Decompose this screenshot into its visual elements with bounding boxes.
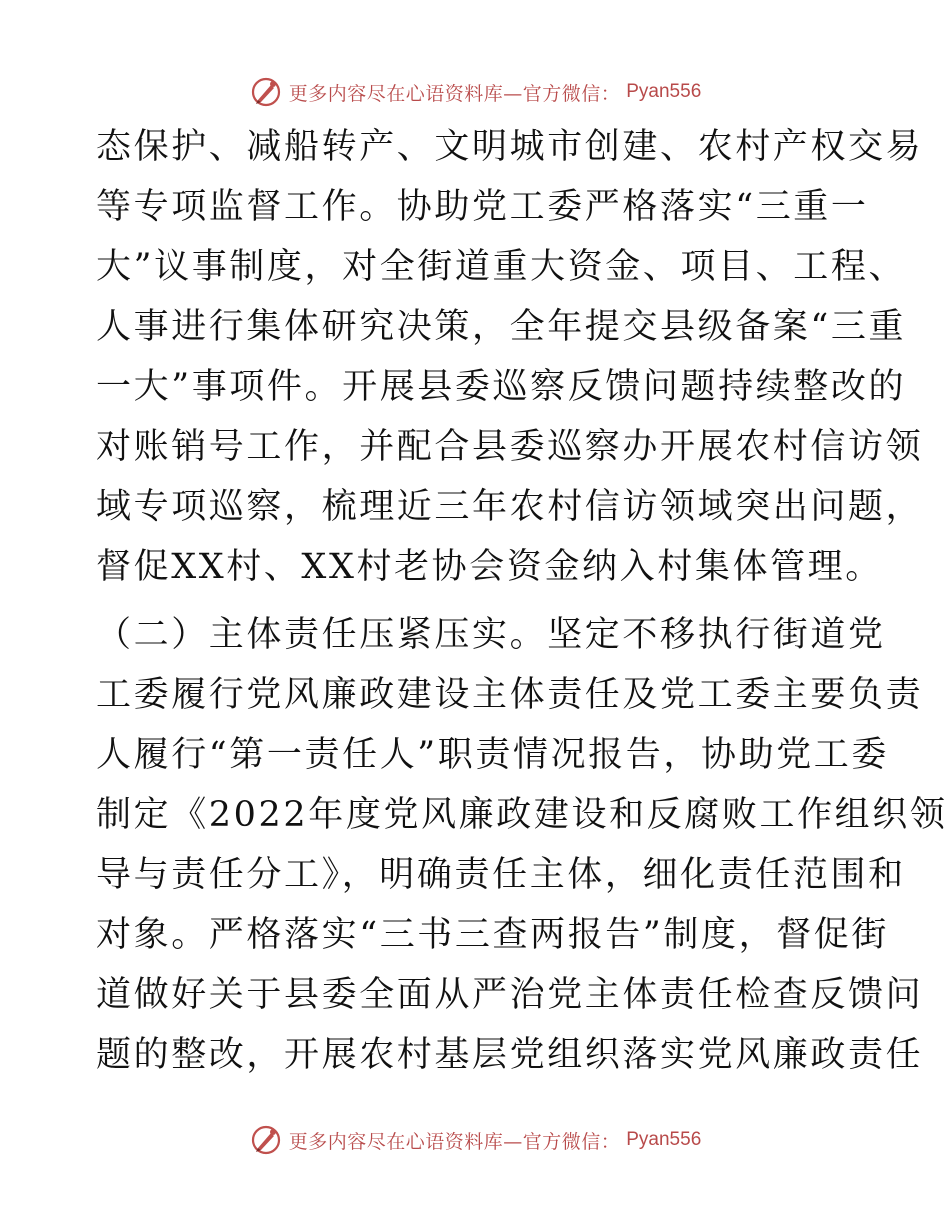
text-line: 督促XX村、XX村老协会资金纳入村集体管理。	[96, 547, 883, 587]
text-line: 大”议事制度，对全街道重大资金、项目、工程、	[96, 247, 907, 287]
text-line: 等专项监督工作。协助党工委严格落实“三重一	[96, 187, 869, 227]
watermark-text: 更多内容尽在心语资料库—官方微信：	[288, 1130, 621, 1153]
footer-watermark	[0, 1120, 950, 1160]
paragraph	[96, 605, 948, 1085]
text-line: 态保护、减船转产、文明城市创建、农村产权交易	[96, 127, 924, 167]
watermark-wechat-id: Pyan556	[626, 1129, 702, 1150]
text-line: 道做好关于县委全面从严治党主体责任检查反馈问	[96, 975, 924, 1015]
text-line: 对象。严格落实“三书三查两报告”制度，督促街	[96, 915, 889, 955]
text-line: 导与责任分工》，明确责任主体，细化责任范围和	[96, 855, 906, 895]
text-line: 人履行“第一责任人”职责情况报告，协助党工委	[96, 735, 889, 775]
text-line: 一大”事项件。开展县委巡察反馈问题持续整改的	[96, 367, 907, 407]
text-line: 制定《2022年度党风廉政建设和反腐败工作组织领	[96, 795, 948, 835]
text-line: 工委履行党风廉政建设主体责任及党工委主要负责	[96, 675, 924, 715]
document-body	[96, 117, 948, 1085]
watermark-text: 更多内容尽在心语资料库—官方微信：	[288, 82, 621, 105]
header-watermark	[0, 72, 950, 112]
pen-logo-icon	[249, 1123, 283, 1157]
watermark-wechat-id: Pyan556	[626, 81, 702, 102]
text-line: 对账销号工作，并配合县委巡察办开展农村信访领	[96, 427, 924, 467]
text-line: 人事进行集体研究决策，全年提交县级备案“三重	[96, 307, 907, 347]
pen-logo-icon	[249, 75, 283, 109]
paragraph	[96, 117, 924, 597]
text-line: 域专项巡察，梳理近三年农村信访领域突出问题，	[96, 487, 924, 527]
text-line: 题的整改，开展农村基层党组织落实党风廉政责任	[96, 1035, 924, 1075]
section-heading-line: （二）主体责任压紧压实。坚定不移执行街道党	[96, 615, 886, 655]
